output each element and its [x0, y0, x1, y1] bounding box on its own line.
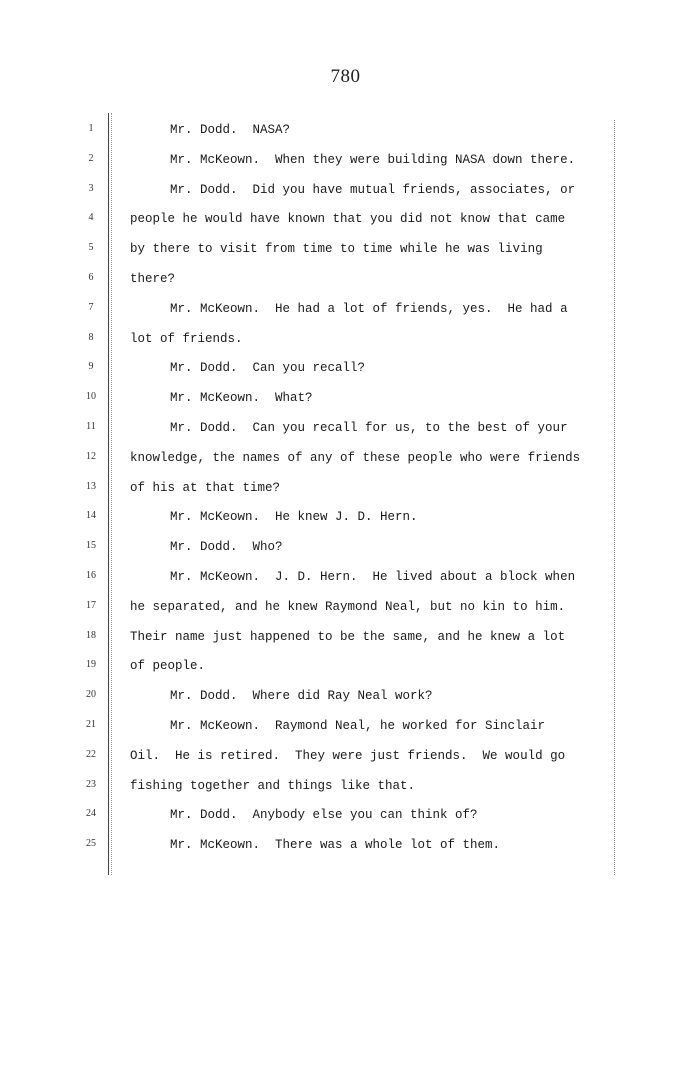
transcript-line-text: Mr. McKeown. He knew J. D. Hern.	[170, 510, 418, 525]
transcript-line-text: lot of friends.	[130, 331, 243, 346]
line-number: 16	[86, 570, 96, 581]
transcript-line-text: Mr. McKeown. When they were building NASA down there.	[170, 152, 576, 167]
left-margin-rule	[108, 113, 109, 875]
transcript-line-text: people he would have known that you did not know that came	[130, 212, 566, 227]
transcript-line-text: of his at that time?	[130, 480, 281, 495]
line-number: 8	[88, 331, 94, 343]
line-number: 13	[86, 480, 96, 492]
line-number: 11	[86, 421, 96, 432]
line-number: 5	[88, 242, 94, 254]
transcript-line-text: Mr. McKeown. He had a lot of friends, yes. He had a	[170, 301, 568, 316]
transcript-line-text: Oil. He is retired. They were just friends. We would go	[130, 748, 566, 763]
line-number: 1	[88, 123, 94, 134]
transcript-line-text: Mr. McKeown. There was a whole lot of them.	[170, 838, 501, 853]
line-number: 15	[86, 540, 96, 552]
line-number: 9	[88, 361, 94, 373]
transcript-line-text: Mr. Dodd. Did you have mutual friends, associates, or	[170, 182, 576, 197]
right-margin-rule	[614, 120, 615, 875]
line-number: 10	[86, 391, 96, 403]
line-number: 24	[86, 808, 96, 820]
line-number: 3	[88, 182, 94, 194]
line-number: 14	[86, 510, 96, 522]
transcript-line-text: Mr. Dodd. Can you recall for us, to the best of your	[170, 421, 568, 435]
transcript-line-text: Mr. Dodd. Anybody else you can think of?	[170, 808, 478, 823]
line-number: 19	[86, 659, 96, 671]
transcript-line-text: by there to visit from time to time while he was living	[130, 242, 543, 257]
transcript-line-text: Mr. Dodd. Who?	[170, 540, 283, 555]
transcript-line-text: Mr. McKeown. Raymond Neal, he worked for Sinclair	[170, 719, 546, 733]
line-number: 7	[88, 301, 94, 313]
line-number: 25	[86, 838, 96, 850]
line-number: 18	[86, 629, 96, 641]
line-number: 4	[88, 212, 94, 224]
line-number: 2	[88, 152, 94, 164]
transcript-line-text: of people.	[130, 659, 206, 674]
left-margin-rule-inner	[111, 113, 112, 875]
line-number: 12	[86, 450, 96, 462]
transcript-line-text: Their name just happened to be the same, and he knew a lot	[130, 629, 566, 644]
transcript-line-text: Mr. Dodd. Can you recall?	[170, 361, 366, 376]
transcript-line-text: Mr. McKeown. What?	[170, 391, 313, 406]
transcript-line-text: Mr. Dodd. NASA?	[170, 123, 291, 137]
transcript-line-text: Mr. McKeown. J. D. Hern. He lived about a block when	[170, 570, 576, 584]
line-number: 23	[86, 778, 96, 790]
transcript-line-text: there?	[130, 272, 176, 286]
line-number: 17	[86, 599, 96, 611]
transcript-line-text: he separated, and he knew Raymond Neal, but no kin to him.	[130, 599, 566, 614]
line-number: 20	[86, 689, 96, 701]
transcript-line-text: knowledge, the names of any of these people who were friends	[130, 450, 581, 465]
line-number: 6	[88, 272, 94, 283]
transcript-line-text: Mr. Dodd. Where did Ray Neal work?	[170, 689, 433, 704]
page-number: 780	[330, 66, 361, 87]
line-number: 21	[86, 719, 96, 730]
line-number: 22	[86, 748, 96, 760]
transcript-line-text: fishing together and things like that.	[130, 778, 416, 793]
